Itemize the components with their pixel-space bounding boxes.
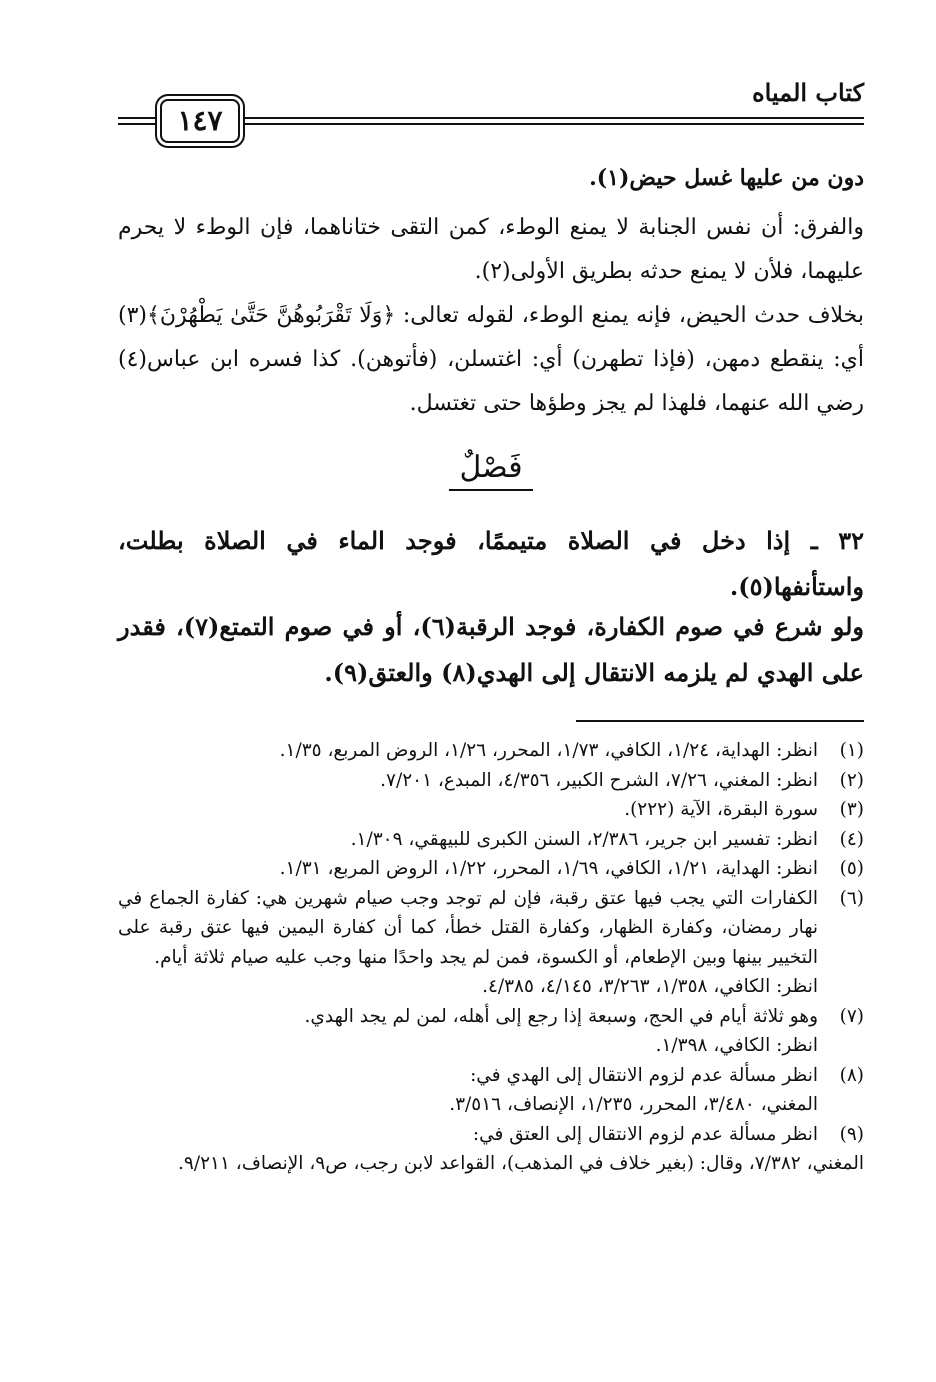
- footnote-reference: انظر: الكافي، ١/٣٩٨.: [655, 1035, 818, 1056]
- paragraph: ولو شرع في صوم الكفارة، فوجد الرقبة(٦)، أو في صوم التمتع(٧)، فقدر على الهدي لم يلزمه الانتقال إلى الهدي(٨) والعتق(٩).: [118, 612, 864, 687]
- footnote-number: (١): [839, 740, 864, 761]
- footnote-reference: المغني، ٧/٣٨٢، وقال: (بغير خلاف في المذهب)، القواعد لابن رجب، ص٩، الإنصاف، ٩/٢١١.: [178, 1153, 864, 1174]
- footnote-number: (٩): [839, 1123, 864, 1145]
- fasl-title: فَصْلٌ: [449, 450, 532, 491]
- footnote: [118, 766, 864, 796]
- footnote-reference: المغني، ٣/٤٨٠، المحرر، ١/٢٣٥، الإنصاف، ٣/٥١٦.: [449, 1094, 818, 1115]
- footnote-number: (٦): [839, 887, 864, 909]
- footnote-text: انظر: الهداية، ١/٢٤، الكافي، ١/٧٣، المحرر، ١/٢٦، الروض المربع، ١/٣٥.: [279, 740, 818, 761]
- footnote-number: (٢): [839, 769, 864, 791]
- rule-text: إذا دخل في الصلاة متيممًا، فوجد الماء في الصلاة بطلت، واستأنفها(٥).: [118, 526, 864, 601]
- running-title: كتاب المياه: [752, 78, 864, 107]
- footnote-text: انظر مسألة عدم لزوم الانتقال إلى العتق في:: [472, 1123, 818, 1145]
- footnote-text: انظر: الهداية، ١/٢١، الكافي، ١/٦٩، المحرر، ١/٢٢، الروض المربع، ١/٣١.: [279, 858, 818, 879]
- footnote-text: الكفارات التي يجب فيها عتق رقبة، فإن لم توجد وجب صيام شهرين هي: كفارة الجماع في نهار رمضان، وكفارة الظهار، وكفارة القتل خطأ، كما أن كفارة اليمين فيها عتق رقبة على التخيير بينها وبين الإطعام، أو الكسوة، فمن لم يجد واحدًا منها وجب عليه صيام ثلاثة أيام.: [118, 887, 818, 968]
- rule-block: [118, 518, 864, 610]
- header-rule: [118, 123, 158, 125]
- footnote-text: انظر مسألة عدم لزوم الانتقال إلى الهدي في:: [470, 1064, 818, 1086]
- footnote-text: وهو ثلاثة أيام في الحج، وسبعة إذا رجع إلى أهله، لمن لم يجد الهدي.: [304, 1005, 818, 1027]
- rule-number: ٣٢ ـ: [810, 526, 865, 555]
- page-number: ١٤٧: [160, 99, 240, 143]
- footnote: [118, 825, 864, 855]
- footnote: [118, 884, 864, 973]
- paragraph: والفرق: أن نفس الجنابة لا يمنع الوطء، كمن التقى ختاناهما، فإن الوطء لا يحرم عليهما، فلأن لا يمنع حدثه بطريق الأولى(٢).: [118, 215, 864, 284]
- footnotes: [118, 736, 864, 1179]
- footnote-separator: [576, 720, 864, 722]
- paragraph: بخلاف حدث الحيض، فإنه يمنع الوطء، لقوله تعالى: ﴿وَلَا تَقْرَبُوهُنَّ حَتَّىٰ يَطْهُرْنَ﴾(٣) أي: ينقطع دمهن، (فإذا تطهرن) أي: اغتسلن، (فأتوهن). كذا فسره ابن عباس(٤) رضي الله عنهما، فلهذا لم يجز وطؤها حتى تغتسل.: [118, 303, 864, 416]
- footnote-number: (٤): [839, 828, 864, 850]
- footnote-number: (٧): [839, 1005, 864, 1027]
- footnote-text: سورة البقرة، الآية (٢٢٢).: [624, 799, 818, 820]
- footnote: [118, 1002, 864, 1032]
- footnote-text: انظر: المغني، ٧/٢٦، الشرح الكبير، ٤/٣٥٦، المبدع، ٧/٢٠١.: [380, 769, 818, 791]
- footnote-number: (٥): [839, 858, 864, 879]
- footnote-text: انظر: تفسير ابن جرير، ٢/٣٨٦، السنن الكبرى للبيهقي، ١/٣٠٩.: [350, 828, 818, 850]
- header-rule: [238, 117, 864, 119]
- section-heading: [118, 450, 864, 491]
- footnote: [118, 854, 864, 884]
- footnote-reference: انظر: الكافي، ١/٣٥٨، ٣/٢٦٣، ٤/١٤٥، ٤/٣٨٥.: [482, 976, 818, 997]
- footnote: [118, 795, 864, 825]
- footnote: [118, 1120, 864, 1150]
- footnote-number: (٨): [839, 1064, 864, 1086]
- footnote: [118, 1061, 864, 1091]
- footnote: [118, 736, 864, 766]
- paragraph: دون من عليها غسل حيض(١).: [589, 165, 864, 191]
- header-rule: [238, 123, 864, 125]
- header-rule: [118, 117, 158, 119]
- footnote-number: (٣): [839, 799, 864, 820]
